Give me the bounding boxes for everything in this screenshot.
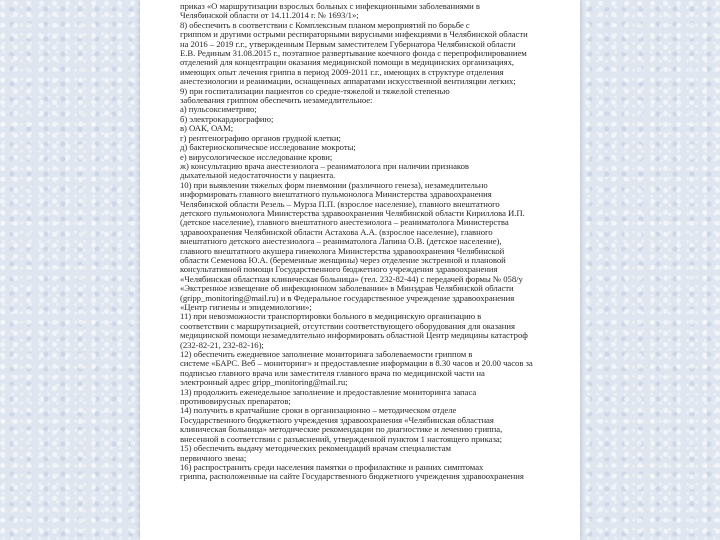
document-line: приказ «О маршрутизации взрослых больных с инфекционными заболеваниями в (180, 1, 480, 11)
document-line: системе «БАРС. Веб – мониторинг» и предоставление информации в 8.30 часов и 20.00 часов за (180, 358, 533, 369)
document-line: заболевания гриппом обеспечить незамедлительное: (180, 95, 373, 106)
document-line: 13) продолжить еженедельное заполнение и предоставление мониторинга запаса (180, 386, 477, 397)
document-line: электронный адрес gripp_monitoring@mail.ru; (180, 377, 348, 388)
document-page (140, 0, 580, 540)
document-line: имеющих опыт лечения гриппа в период 2009-2011 г.г., имеющих в структуре отделения (180, 66, 504, 77)
document-line: противовирусных препаратов; (180, 396, 291, 407)
document-line: 8) обеспечить в соответствии с Комплексным планом мероприятий по борьбе с (180, 19, 470, 30)
document-line: е) вирусологическое исследование крови; (180, 151, 333, 162)
document-line: первичного звена; (180, 452, 247, 463)
document-line: 10) при выявлении тяжелых форм пневмонии (различного генеза), незамедлительно (180, 179, 488, 190)
document-line: «Челябинская областная клиническая больница» (тел. 232-82-44) с передачей формы № 058/у (180, 273, 523, 284)
document-line: г) рентгенографию органов грудной клетки; (180, 132, 341, 143)
document-line: д) бактериоскопическое исследование мокроты; (180, 142, 356, 153)
document-line: дыхательной недостаточности у пациента. (180, 170, 336, 181)
document-line: «Центр гигиены и эпидемиологии»; (180, 302, 312, 312)
document-line: 9) при госпитализации пациентов со средне-тяжелой и тяжелой степенью (180, 85, 450, 96)
document-line: Челябинской области от 14.11.2014 г. № 1693/1»; (180, 10, 359, 21)
document-line: (gripp_monitoring@mail.ru) и в Федеральное государственное учреждение здравоохранения (180, 292, 515, 303)
document-line: гриппа, расположенные на сайте Государственного бюджетного учреждения здравоохранения (180, 471, 524, 482)
document-line: информировать главного внештатного пульмонолога Министерства здравоохранения (180, 189, 492, 200)
document-line: гриппом и другими острыми респираторными вирусными инфекциями в Челябинской области (180, 29, 528, 40)
document-line: 16) распространить среди населения памятки о профилактике и ранних симптомах (180, 461, 484, 472)
document-line: медицинской помощи незамедлительно информировать областной Центр медицины катастроф (180, 330, 528, 341)
document-line: 12) обеспечить ежедневное заполнение мониторинга заболеваемости гриппом в (180, 349, 473, 360)
document-line: на 2016 – 2019 г.г., утвержденным Первым заместителем Губернатора Челябинской области (180, 38, 516, 49)
document-line: 14) получить в кратчайшие сроки в организационно – методическом отделе (180, 405, 457, 416)
document-line: главного внештатного акушера гинеколога Министерства здравоохранения Челябинской (180, 245, 505, 256)
document-line: ж) консультацию врача анестезиолога – реаниматолога при наличии признаков (180, 160, 469, 171)
document-line: клиническая больница» методические рекомендации по диагностике и лечению гриппа, (180, 424, 503, 435)
document-line: детского пульмонолога Министерства здравоохранения Челябинской области Кириллова И.П. (180, 207, 525, 218)
document-line: анестезиологии и реанимации, оснащенных аппаратами искусственной вентиляции легких; (180, 76, 516, 87)
document-line: 15) обеспечить выдачу методических рекомендаций врачам специалистам (180, 443, 451, 454)
document-line: соответствии с маршрутизацией, отсутствии соответствующего оборудования для оказания (180, 320, 515, 331)
document-line: Челябинской области Резель – Мурза П.П. (взрослое население), главного внештатного (180, 198, 500, 209)
document-line: (детское население), главного внештатного анестезиолога – реаниматолога Министерства (180, 217, 509, 228)
document-line: а) пульсоксиметрию; (180, 104, 257, 115)
document-line: подписью главного врача или заместителя главного врача по медицинской части на (180, 367, 485, 378)
document-line: б) электрокардиографию; (180, 113, 274, 124)
document-line: здравоохранения Челябинской области Астахова А.А. (взрослое население), главного (180, 226, 493, 237)
document-line: в) ОАК, ОАМ; (180, 123, 234, 134)
document-line: внештатного детского анестезиолога – реаниматолога Лапина О.В. (детское население), (180, 236, 502, 247)
document-line: внесенной в соответствии с разъяснений, утвержденной пунктом 1 настоящего приказа; (180, 433, 503, 444)
document-line: Е.В. Рединым 31.08.2015 г., поэтапное развертывание коечного фонда с перепрофилированием (180, 48, 527, 59)
document-line: 11) при невозможности транспортировки больного в медицинскую организацию в (180, 311, 482, 322)
document-line: отделений для концентрации оказания медицинской помощи в медицинских организациях, (180, 57, 515, 68)
document-line: Государственного бюджетного учреждения здравоохранения «Челябинская областная (180, 414, 494, 425)
document-line: «Экстренное извещение об инфекционном заболевании» в Минздрав Челябинской области (180, 283, 514, 294)
document-line: области Семенова Ю.А. (беременные женщины) через отделение экстренной и плановой (180, 254, 506, 265)
document-line: консультативной помощи Государственного бюджетного учреждения здравоохранения (180, 264, 498, 275)
document-line: (232-82-21, 232-82-16); (180, 339, 264, 350)
